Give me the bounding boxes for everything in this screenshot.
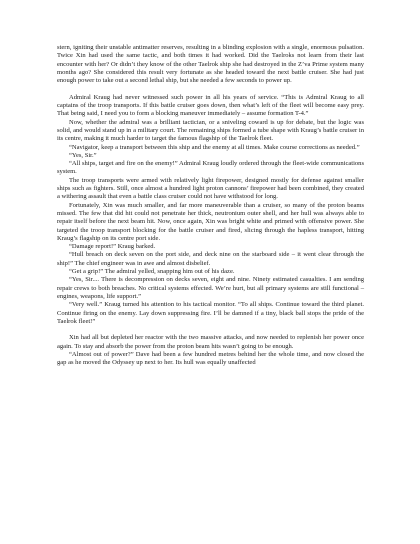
paragraph: “Yes, Sir.”	[69, 151, 97, 159]
paragraph: “Get a grip!” The admiral yelled, snapping him out of his daze.	[69, 268, 235, 276]
paragraph: “Hull breach on deck seven on the port side, and deck nine on the starboard side – it went clear through the ship!” The chief engineer was in awe and almost disbelief.	[57, 251, 364, 267]
paragraph: Admiral Kraug had never witnessed such power in all his years of service. “This is Admiral Kraug to all captains of the troop transports. If this battle cruiser goes down, then what’s left of the fleet will become easy prey. That being said, I need you to form a blocking maneuver immediately – assume formation T-4.”	[57, 93, 364, 118]
paragraph: The troop transports were armed with relatively light firepower, designed mostly for defense against smaller ships such as fighters. Still, once almost a hundred light proton cannons’ firepower had been combined, they created a withering assault that even a battle class cruiser could not have withstood for long.	[57, 176, 364, 201]
paragraph: “Almost out of power?” Dave had been a few hundred metres behind her the whole time, and now closed the gap as he moved the Odyssey up next to her. Its hull was equally unaffected	[57, 350, 364, 367]
paragraph: Fortunately, Xin was much smaller, and far more maneuverable than a cruiser, so many of the proton beams missed. The few that did hit could not penetrate her thick, neutronium outer shell, and her hull was always able to repair itself before the next beam hit. Now, once again, Xin was bright white and primed with offensive power. She targeted the troop transport blocking for the battle cruiser and fired, slicing through the hapless transport, hitting Kraug’s flagship on its centre port side.	[57, 201, 364, 242]
paragraph: Now, whether the admiral was a brilliant tactician, or a sniveling coward is up for debate, but the logic was solid, and would stand up in a military court. The remaining ships formed a tube shape with Kraug’s battle cruiser in its centre, making it much harder to target the famous flagship of the Taelrok fleet.	[57, 118, 364, 143]
paragraph: “Very well.” Kraug turned his attention to his tactical monitor. “To all ships. Continue toward the third planet. Continue firing on the enemy. Lay down suppressing fire. I’ll be damned if a tiny, black ball stops the pride of the Taelrok fleet!”	[57, 301, 364, 325]
paragraph: stern, igniting their unstable antimatter reserves, resulting in a blinding explosion with a single, enormous pulsation. Twice Xin had used the same tactic, and both times it had worked. Did the Taelroks not learn from their last encounter with her? Or didn’t they know of the other Taelrok ship she had destroyed in the Z’va Prime system many months ago? She considered this result very fortunate as she headed toward the next battle cruiser. She had just enough power to take out a second lethal ship, but she needed a few seconds to power up.	[57, 44, 364, 85]
paragraph: “Navigator, keep a transport between this ship and the enemy at all times. Make course corrections as needed.”	[69, 143, 360, 151]
paragraph: “All ships, target and fire on the enemy!” Admiral Kraug loudly ordered through the fleet-wide communications system.	[57, 160, 364, 176]
body-text	[57, 44, 364, 368]
paragraph: “Damage report!” Kraug barked.	[69, 243, 156, 251]
paragraph: “Yes, Sir.... There is decompression on decks seven, eight and nine. Ninety estimated casualties. I am sending repair crews to both breaches. No critical systems effected. We’re hurt, but all primary systems are still functional – engines, weapons, life support.”	[57, 276, 364, 300]
paragraph: Xin had all but depleted her reactor with the two massive attacks, and now needed to replenish her power once again. To stay and absorb the power from the proton beam hits wasn’t going to be enough.	[57, 334, 364, 350]
